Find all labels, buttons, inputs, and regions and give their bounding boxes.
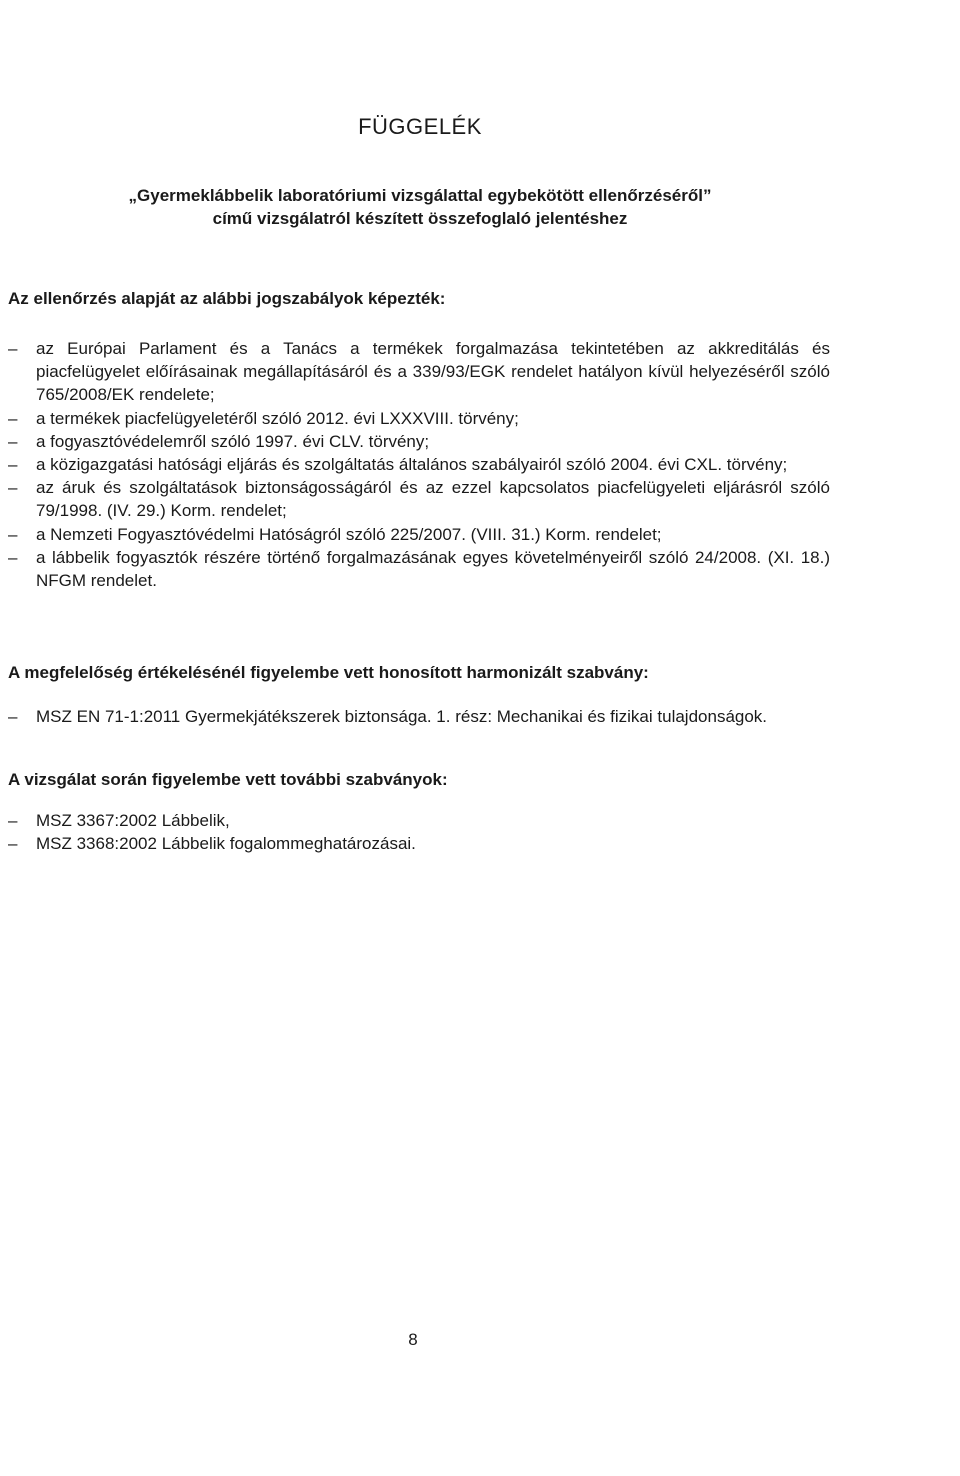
report-subtitle [0,184,840,230]
harmonized-standard-heading: A megfelelőség értékelésénél figyelembe vett honosított harmonizált szabvány: [8,663,649,682]
list-item: – MSZ EN 71-1:2011 Gyermekjátékszerek biztonsága. 1. rész: Mechanikai és fizikai tulajdonságok. [8,705,830,728]
list-item: – az áruk és szolgáltatások biztonságosságáról és az ezzel kapcsolatos piacfelügyeleti eljárásról szóló 79/1998. (IV. 29.) Korm. rendelet; [8,478,830,521]
dash-bullet: – [8,547,18,567]
list-item: – az Európai Parlament és a Tanács a termékek forgalmazása tekintetében az akkreditálás és piacfelügyelet előírásainak megállapításáról és a 339/93/EGK rendelet hatályon kívül helyezéséről szóló 765/2008/EK rendelete; [8,339,830,405]
dash-bullet: – [8,455,18,475]
subtitle-line-1: „Gyermeklábbelik laboratóriumi vizsgálattal egybekötött ellenőrzéséről” [128,186,712,205]
legal-basis-heading: Az ellenőrzés alapját az alábbi jogszabályok képezték: [8,289,446,308]
other-standards-heading: A vizsgálat során figyelembe vett további szabványok: [8,770,448,789]
list-item: – a fogyasztóvédelemről szóló 1997. évi CLV. törvény; [8,430,830,453]
dash-bullet: – [8,478,18,498]
harmonized-standard-list [8,705,830,728]
legal-basis-list [8,337,830,592]
list-item: – MSZ 3368:2002 Lábbelik fogalommeghatározásai. [8,832,830,855]
dash-bullet: – [8,834,18,854]
dash-bullet: – [8,431,18,451]
other-standards-list [8,809,830,855]
dash-bullet: – [8,811,18,830]
list-item: – a termékek piacfelügyeletéről szóló 2012. évi LXXXVIII. törvény; [8,407,830,430]
list-item: – MSZ 3367:2002 Lábbelik, [8,809,830,832]
dash-bullet: – [8,524,18,544]
dash-bullet: – [8,707,18,726]
subtitle-line-2: című vizsgálatról készített összefoglaló jelentéshez [212,209,628,228]
list-item: – a közigazgatási hatósági eljárás és szolgáltatás általános szabályairól szóló 2004. évi CXL. törvény; [8,453,830,476]
page-title: FÜGGELÉK [358,114,482,139]
dash-bullet: – [8,339,18,358]
list-item: – a lábbelik fogyasztók részére történő forgalmazásának egyes követelményeiről szóló 24/2008. (XI. 18.) NFGM rendelet. [8,547,830,591]
page-number: 8 [408,1330,418,1349]
list-item: – a Nemzeti Fogyasztóvédelmi Hatóságról szóló 225/2007. (VIII. 31.) Korm. rendelet; [8,523,830,546]
dash-bullet: – [8,408,18,428]
